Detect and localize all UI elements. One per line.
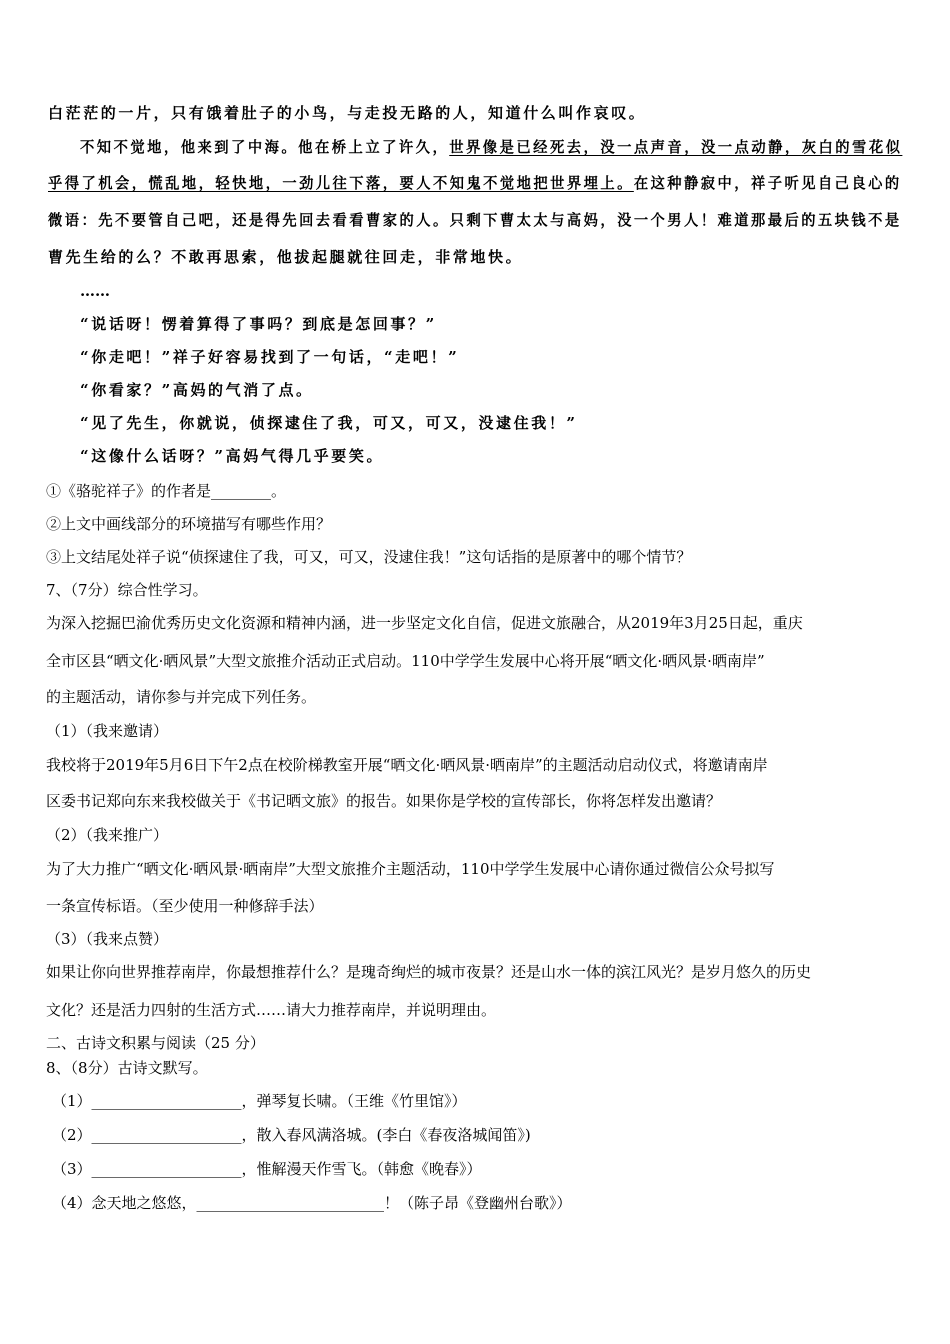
task-3-text: 如果让你向世界推荐南岸，你最想推荐什么？是瑰奇绚烂的城市夜景？还是山水一体的滨江风光？是岁月悠久的历史 [46,963,812,981]
question-7-intro: 为深入挖掘巴渝优秀历史文化资源和精神内涵，进一步坚定文化自信，促进文旅融合，从2019年3月25日起，重庆 [46,614,803,632]
question-7-heading: 7、（7分）综合性学习。 [46,581,208,599]
underlined-passage-text: 乎得了机会，慌乱地，轻快地，一劲儿往下落，要人不知鬼不觉地把世界埋上。 [48,174,634,192]
dialogue-line: “说话呀！愣着算得了事吗？到底是怎回事？” [80,315,437,333]
recitation-item-2: （2）____________________，散入春风满洛城。(李白《春夜洛城闻笛》) [52,1126,531,1144]
task-2-text: 为了大力推广“晒文化·晒风景·晒南岸”大型文旅推介主题活动，110中学学生发展中心请你通过微信公众号拟写 [46,860,775,878]
question-7-intro: 全市区县“晒文化·晒风景”大型文旅推介活动正式启动。110中学学生发展中心将开展“晒文化·晒风景·晒南岸” [46,652,765,670]
task-3-label: （3）（我来点赞） [46,930,169,948]
recitation-item-4: （4）念天地之悠悠，_________________________！（陈子昂《登幽州台歌》） [52,1194,572,1212]
passage-line [48,172,902,194]
recitation-item-1: （1）____________________，弹琴复长啸。（王维《竹里馆》） [52,1092,467,1110]
question-6-sub-2: ②上文中画线部分的环境描写有哪些作用？ [46,515,332,533]
dialogue-line: “这像什么话呀？”高妈气得几乎要笑。 [80,447,385,465]
task-2-label: （2）（我来推广） [46,826,169,844]
task-1-label: （1）（我来邀请） [46,722,169,740]
task-3-text: 文化？还是活力四射的生活方式……请大力推荐南岸，并说明理由。 [46,1001,497,1019]
dialogue-line: “见了先生，你就说，侦探逮住了我，可又，可又，没逮住我！” [80,414,578,432]
passage-line: 微语：先不要管自己吧，还是得先回去看看曹家的人。只剩下曹太太与高妈，没一个男人！难道那最后的五块钱不是 [48,211,902,229]
passage-line: 白茫茫的一片，只有饿着肚子的小鸟，与走投无路的人，知道什么叫作哀叹。 [48,104,647,122]
section-2-heading: 二、古诗文积累与阅读（25 分） [46,1034,265,1052]
task-1-text: 我校将于2019年5月6日下午2点在校阶梯教室开展“晒文化·晒风景·晒南岸”的主题活动启动仪式，将邀请南岸 [46,756,768,774]
question-6-sub-3: ③上文结尾处祥子说“侦探逮住了我，可又，可又，没逮住我！”这句话指的是原著中的哪个情节？ [46,548,692,566]
question-7-intro: 的主题活动，请你参与并完成下列任务。 [46,688,317,706]
recitation-item-3: （3）____________________，惟解漫天作雪飞。（韩愈《晚春》） [52,1160,482,1178]
underlined-passage-text: 世界像是已经死去，没一点声音，没一点动静，灰白的雪花似 [449,138,903,156]
question-8-heading: 8、（8分）古诗文默写。 [46,1059,208,1077]
passage-text: 在这种静寂中，祥子听见自己良心的 [633,174,902,192]
dialogue-line: “你走吧！”祥子好容易找到了一句话，“走吧！” [80,348,460,366]
passage-text: 不知不觉地，他来到了中海。他在桥上立了许久， [80,138,450,156]
task-1-text: 区委书记郑向东来我校做关于《书记晒文旅》的报告。如果你是学校的宣传部长，你将怎样发出邀请？ [46,792,722,810]
passage-line [80,136,902,158]
dialogue-line: “你看家？”高妈的气消了点。 [80,381,314,399]
ellipsis: …… [80,282,110,300]
task-2-text: 一条宣传标语。（至少使用一种修辞手法） [46,897,324,915]
passage-line: 曹先生给的么？不敢再思索，他拔起腿就往回走，非常地快。 [48,248,524,266]
question-6-sub-1: ①《骆驼祥子》的作者是________。 [46,482,287,500]
